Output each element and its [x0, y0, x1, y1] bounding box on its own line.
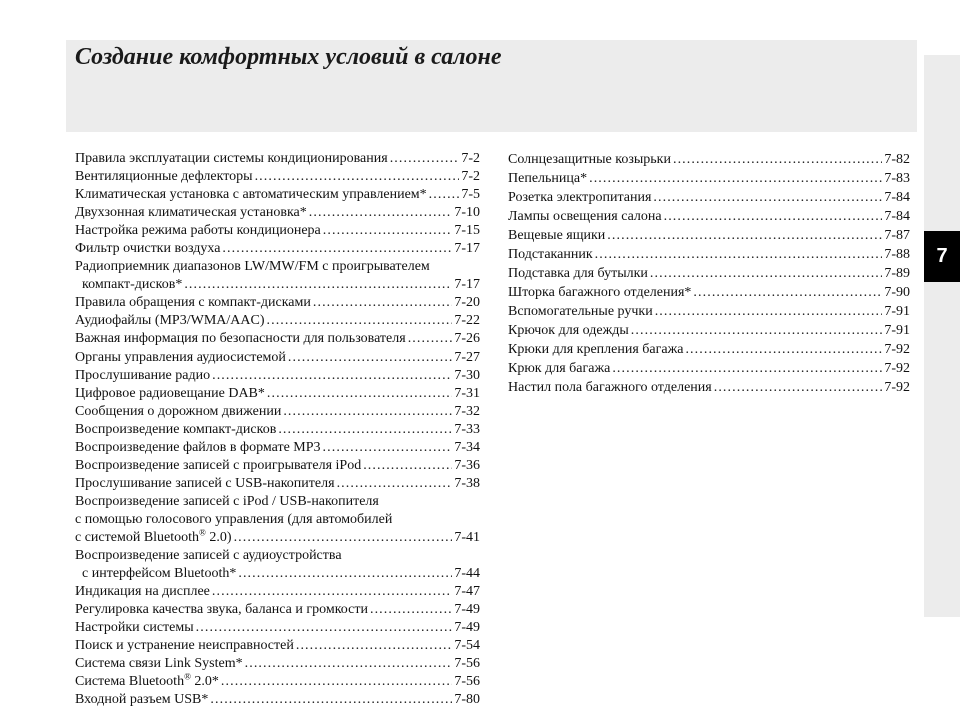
toc-entry-page: 7-49 [454, 620, 480, 636]
toc-entry-title-text: Крюки для крепления багажа [508, 342, 684, 357]
toc-entry-title [508, 302, 653, 321]
dot-leader [221, 673, 452, 691]
toc-entry[interactable] [75, 240, 480, 258]
toc-entry-title-text: Правила обращения с компакт-дисками [75, 295, 311, 311]
toc-entry-title [75, 457, 361, 475]
dot-leader [693, 283, 882, 302]
dot-leader [288, 349, 452, 367]
registered-mark: ® [199, 527, 206, 538]
toc-entry-title-text: Подстаканник [508, 247, 593, 262]
dot-leader [238, 565, 452, 583]
toc-entry[interactable] [508, 378, 910, 397]
toc-entry-page: 7-54 [454, 638, 480, 654]
toc-entry-page: 7-26 [454, 331, 480, 347]
toc-entry-row [508, 207, 910, 226]
toc-entry-line: Воспроизведение записей с аудиоустройства [75, 548, 342, 564]
toc-entry-title [75, 439, 321, 457]
toc-entry[interactable] [75, 330, 480, 348]
toc-entry-page: 7-92 [884, 380, 910, 395]
toc-entry-row [75, 168, 480, 186]
toc-entry[interactable] [75, 403, 480, 421]
toc-entry-page: 7-17 [454, 277, 480, 293]
dot-leader [283, 403, 452, 421]
dot-leader [429, 186, 460, 204]
toc-entry-title [508, 378, 712, 397]
toc-entry[interactable] [75, 312, 480, 330]
toc-entry-page: 7-80 [454, 692, 480, 708]
toc-entry-title-text: с интерфейсом Bluetooth* [82, 566, 237, 582]
dot-leader [212, 367, 452, 385]
toc-entry-title-text: Воспроизведение файлов в формате MP3 [75, 439, 321, 455]
toc-entry-title-text: Важная информация по безопасности для пользователя [75, 331, 406, 347]
toc-entry-title [75, 403, 281, 421]
toc-entry-row [75, 673, 480, 691]
toc-entry-title [508, 188, 651, 207]
toc-entry-row [508, 169, 910, 188]
toc-entry-title-text: Сообщения о дорожном движении [75, 403, 282, 419]
toc-entry-title-text: Пепельница* [508, 171, 588, 186]
toc-entry[interactable] [75, 619, 480, 637]
toc-entry-title [508, 359, 610, 378]
dot-leader [222, 240, 452, 258]
toc-entry[interactable] [75, 673, 480, 691]
toc-left-column [75, 150, 480, 709]
toc-entry-title [75, 619, 194, 637]
toc-entry-title [508, 207, 662, 226]
toc-entry-page: 7-91 [884, 323, 910, 338]
toc-entry-title [75, 637, 294, 655]
dot-leader [363, 457, 452, 475]
toc-entry[interactable] [75, 547, 480, 583]
toc-entry-page: 7-31 [454, 385, 480, 401]
toc-entry-title [75, 367, 210, 385]
toc-entry-title-text: Индикация на дисплее [75, 584, 210, 600]
toc-entry[interactable] [75, 385, 480, 403]
toc-entry-page: 7-44 [454, 566, 480, 582]
toc-entry-title [75, 204, 307, 222]
dot-leader [309, 204, 453, 222]
toc-entry-title-text: с системой Bluetooth [75, 529, 200, 545]
toc-entry-row [508, 283, 910, 302]
toc-entry-page: 7-2 [461, 169, 480, 185]
toc-entry[interactable] [75, 583, 480, 601]
toc-entry-row [75, 276, 480, 294]
dot-leader [631, 321, 883, 340]
toc-entry[interactable] [75, 222, 480, 240]
toc-entry-page: 7-87 [884, 228, 910, 243]
toc-entry[interactable] [75, 475, 480, 493]
toc-entry-line: Радиоприемник диапазонов LW/MW/FM с проигрывателем [75, 259, 430, 275]
dot-leader [673, 150, 882, 169]
toc-entry-row [75, 186, 480, 204]
dot-leader [655, 302, 883, 321]
toc-entry-title-text: Настройка режима работы кондиционера [75, 223, 321, 239]
toc-entry-line: Воспроизведение записей с iPod / USB-накопителя [75, 493, 379, 509]
toc-entry-title-text: Система связи Link System* [75, 656, 243, 672]
toc-entry-title-text: Настил пола багажного отделения [508, 380, 712, 395]
dot-leader [685, 340, 882, 359]
toc-entry-title-text: Вспомогательные ручки [508, 304, 653, 319]
toc-entry[interactable] [508, 150, 910, 169]
toc-entry-row [508, 378, 910, 397]
toc-entry-page: 7-92 [884, 342, 910, 357]
toc-entry-title-text: Регулировка качества звука, баланса и громкости [75, 602, 368, 618]
toc-entry-title [75, 691, 208, 709]
dot-leader [296, 637, 452, 655]
page-title: Создание комфортных условий в салоне [75, 44, 502, 70]
toc-entry-row [75, 312, 480, 330]
toc-entry-title [75, 240, 220, 258]
dot-leader [245, 655, 453, 673]
dot-leader [653, 188, 882, 207]
chapter-side-strip [924, 55, 960, 617]
toc-entry-title [75, 330, 406, 348]
toc-entry-title-text: Правила эксплуатации системы кондиционирования [75, 151, 388, 166]
toc-entry-page: 7-82 [884, 152, 910, 167]
toc-entry-title [75, 312, 265, 330]
toc-entry-row [75, 204, 480, 222]
toc-entry-title-text: Прослушивание радио [75, 367, 211, 383]
toc-entry-title-text: Воспроизведение записей с проигрывателя iPod [75, 457, 362, 473]
toc-entry[interactable] [75, 150, 480, 168]
toc-entry-row [75, 150, 480, 168]
toc-entry-title [508, 321, 629, 340]
toc-entry[interactable] [508, 359, 910, 378]
toc-entry-title-text: Подставка для бутылки [508, 266, 648, 281]
dot-leader [267, 385, 452, 403]
toc-entry-row [75, 565, 480, 583]
toc-entry[interactable] [508, 188, 910, 207]
dot-leader [267, 312, 453, 330]
toc-entry-page: 7-2 [461, 151, 480, 166]
toc-entry[interactable] [508, 226, 910, 245]
toc-entry-page: 7-89 [884, 266, 910, 281]
toc-entry-row [75, 619, 480, 637]
toc-entry-row [75, 222, 480, 240]
toc-entry-title [508, 264, 648, 283]
toc-entry-title [75, 655, 243, 673]
toc-entry-page: 7-5 [461, 187, 480, 203]
toc-entry-title [75, 349, 286, 367]
dot-leader [210, 691, 452, 709]
toc-entry-title [508, 245, 593, 264]
toc-entry-row [508, 321, 910, 340]
toc-entry-page: 7-90 [884, 285, 910, 300]
toc-entry[interactable] [75, 349, 480, 367]
toc-entry[interactable] [75, 367, 480, 385]
toc-entry[interactable] [508, 169, 910, 188]
toc-entry-row [508, 150, 910, 169]
toc-entry-row [75, 421, 480, 439]
toc-entry-row [75, 601, 480, 619]
toc-entry-page: 7-20 [454, 295, 480, 311]
toc-entry-title [75, 186, 427, 204]
dot-leader [664, 207, 883, 226]
toc-entry[interactable] [75, 457, 480, 475]
toc-entry-title [508, 283, 691, 302]
toc-entry-title-text: Настройки системы [75, 620, 194, 636]
toc-entry-title-text: Органы управления аудиосистемой [75, 349, 286, 365]
toc-entry-row [75, 403, 480, 421]
dot-leader [589, 169, 882, 188]
toc-entry-page: 7-84 [884, 190, 910, 205]
dot-leader [196, 619, 453, 637]
toc-entry-title-text: Поиск и устранение неисправностей [75, 638, 294, 654]
toc-entry-page: 7-91 [884, 304, 910, 319]
dot-leader [337, 475, 453, 493]
toc-entry-title [75, 150, 388, 168]
toc-entry[interactable] [508, 321, 910, 340]
toc-entry-title [75, 529, 232, 547]
toc-entry-title [75, 421, 276, 439]
toc-entry-title [75, 168, 253, 186]
toc-entry-title-text: Крючок для одежды [508, 323, 629, 338]
toc-entry-title [75, 475, 335, 493]
toc-entry[interactable] [508, 302, 910, 321]
toc-entry-page: 7-17 [454, 241, 480, 257]
dot-leader [612, 359, 882, 378]
toc-entry[interactable] [508, 340, 910, 359]
dot-leader [234, 529, 453, 547]
toc-entry-page: 7-92 [884, 361, 910, 376]
toc-entry[interactable] [75, 204, 480, 222]
dot-leader [595, 245, 883, 264]
toc-entry[interactable] [508, 264, 910, 283]
toc-entry-title-suffix: 2.0) [205, 529, 232, 545]
toc-entry-title-suffix: 2.0* [190, 674, 219, 690]
toc-entry-row [75, 583, 480, 601]
toc-entry-row [75, 637, 480, 655]
toc-entry-title [508, 340, 683, 359]
toc-entry-row [75, 457, 480, 475]
toc-entry-page: 7-49 [454, 602, 480, 618]
toc-entry-row [75, 439, 480, 457]
toc-entry-title-text: Прослушивание записей с USB-накопителя [75, 475, 335, 491]
toc-entry-title-text: Вещевые ящики [508, 228, 606, 243]
toc-entry-page: 7-33 [454, 421, 480, 437]
toc-entry-page: 7-36 [454, 457, 480, 473]
toc-entry-title-text: Фильтр очистки воздуха [75, 241, 221, 257]
toc-entry-page: 7-15 [454, 223, 480, 239]
toc-entry-title-text: Двухзонная климатическая установка* [75, 205, 307, 221]
toc-entry[interactable] [75, 637, 480, 655]
toc-entry[interactable] [508, 283, 910, 302]
dot-leader [323, 439, 453, 457]
toc-entry-title-text: Цифровое радиовещание DAB* [75, 385, 265, 401]
toc-entry-page: 7-30 [454, 367, 480, 383]
toc-entry-row [75, 294, 480, 312]
toc-entry[interactable] [508, 207, 910, 226]
toc-entry[interactable] [75, 493, 480, 547]
toc-entry-row [508, 245, 910, 264]
toc-entry[interactable] [75, 258, 480, 294]
toc-entry-page: 7-34 [454, 439, 480, 455]
dot-leader [255, 168, 460, 186]
toc-entry-page: 7-56 [454, 656, 480, 672]
toc-entry-row [75, 385, 480, 403]
toc-entry-title-text: Крюк для багажа [508, 361, 611, 376]
toc-entry-row [75, 691, 480, 709]
toc-entry-title [75, 385, 265, 403]
toc-entry-page: 7-47 [454, 584, 480, 600]
toc-entry-row [75, 349, 480, 367]
toc-entry-row [508, 302, 910, 321]
dot-leader [390, 150, 460, 168]
toc-entry[interactable] [75, 421, 480, 439]
toc-entry[interactable] [75, 655, 480, 673]
dot-leader [212, 583, 452, 601]
toc-entry-line: с помощью голосового управления (для автомобилей [75, 511, 393, 527]
toc-entry-row [75, 330, 480, 348]
toc-entry-row [75, 475, 480, 493]
toc-entry[interactable] [75, 601, 480, 619]
dot-leader [278, 421, 452, 439]
toc-entry-title [508, 226, 605, 245]
toc-entry-title-text: Шторка багажного отделения* [508, 285, 692, 300]
toc-entry-page: 7-22 [454, 313, 480, 329]
toc-entry[interactable] [75, 294, 480, 312]
toc-entry-page: 7-10 [454, 205, 480, 221]
toc-entry-row [75, 240, 480, 258]
toc-entry-title-text: Аудиофайлы (MP3/WMA/AAC) [75, 313, 265, 329]
toc-entry-row [508, 188, 910, 207]
dot-leader [607, 226, 882, 245]
toc-entry-title [75, 601, 368, 619]
toc-entry-title-text: Лампы освещения салона [508, 209, 662, 224]
toc-entry[interactable] [75, 168, 480, 186]
toc-entry-title-text: компакт-дисков* [82, 277, 183, 293]
toc-entry-title-text: Система Bluetooth [75, 674, 185, 690]
toc-entry-page: 7-88 [884, 247, 910, 262]
toc-entry-title-text: Воспроизведение компакт-дисков [75, 421, 277, 437]
toc-entry[interactable] [75, 186, 480, 204]
toc-entry-page: 7-41 [454, 529, 480, 545]
toc-entry-page: 7-56 [454, 674, 480, 690]
toc-entry-page: 7-83 [884, 171, 910, 186]
toc-entry-row [508, 340, 910, 359]
dot-leader [323, 222, 453, 240]
toc-entry-row [75, 529, 480, 547]
toc-entry-row [75, 367, 480, 385]
toc-entry-title-text: Входной разъем USB* [75, 692, 209, 708]
toc-right-column [508, 150, 910, 397]
dot-leader [370, 601, 452, 619]
toc-entry-title [75, 673, 219, 691]
registered-mark: ® [184, 671, 191, 682]
toc-entry-page: 7-27 [454, 349, 480, 365]
toc-entry-title-text: Климатическая установка с автоматическим управлением* [75, 187, 427, 203]
dot-leader [408, 330, 453, 348]
dot-leader [313, 294, 452, 312]
chapter-tab[interactable]: 7 [924, 231, 960, 282]
toc-entry[interactable] [508, 245, 910, 264]
toc-entry-row [508, 264, 910, 283]
toc-entry-title [82, 565, 236, 583]
toc-entry-title [82, 276, 182, 294]
toc-entry-row [508, 359, 910, 378]
toc-entry-title [75, 222, 321, 240]
toc-entry-title [508, 150, 671, 169]
toc-entry-row [508, 226, 910, 245]
toc-entry[interactable] [75, 439, 480, 457]
toc-entry-title [75, 583, 210, 601]
dot-leader [714, 378, 883, 397]
toc-entry-title [75, 294, 311, 312]
toc-entry-title-text: Вентиляционные дефлекторы [75, 169, 253, 185]
toc-entry-title-text: Розетка электропитания [508, 190, 652, 205]
toc-entry[interactable] [75, 691, 480, 709]
toc-entry-page: 7-32 [454, 403, 480, 419]
toc-entry-page: 7-38 [454, 475, 480, 491]
toc-entry-title [508, 169, 587, 188]
dot-leader [650, 264, 882, 283]
dot-leader [184, 276, 452, 294]
toc-entry-title-text: Солнцезащитные козырьки [508, 152, 671, 167]
toc-entry-row [75, 655, 480, 673]
toc-entry-page: 7-84 [884, 209, 910, 224]
